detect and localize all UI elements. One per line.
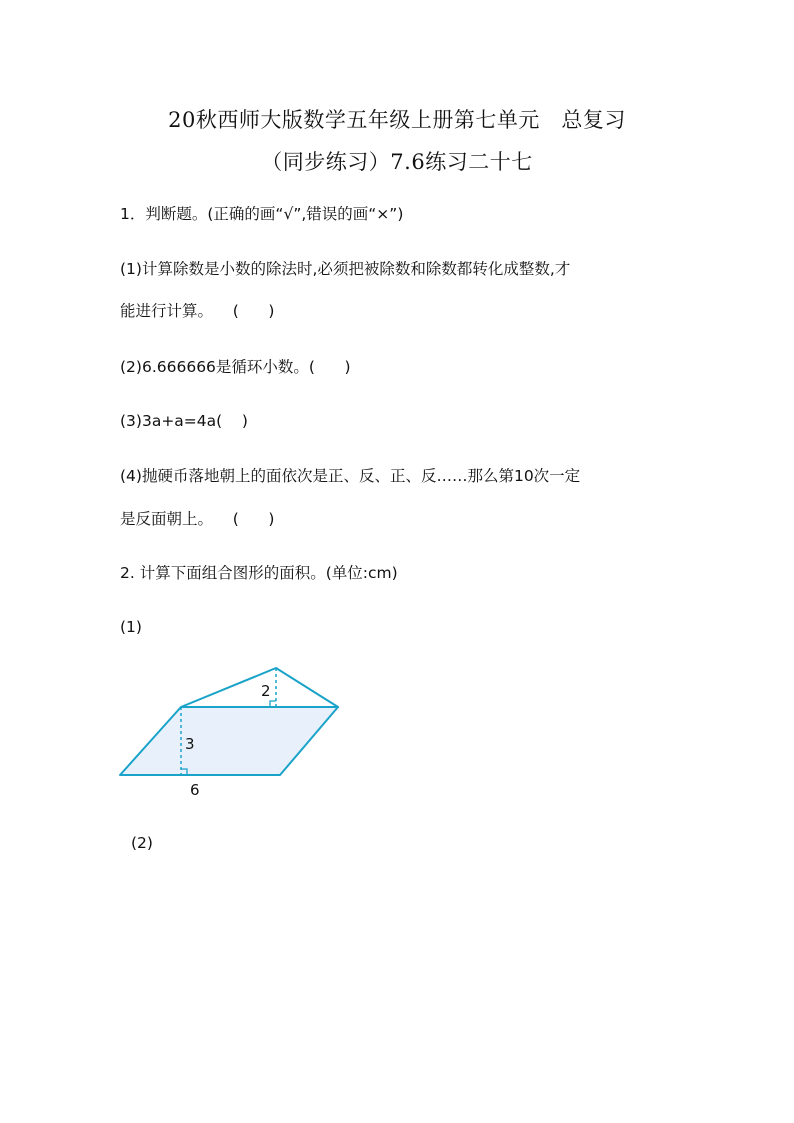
composite-shape-figure: [110, 655, 350, 805]
question-1-item-1-line-1: (1)计算除数是小数的除法时,必须把被除数和除数都转化成整数,才: [120, 260, 571, 278]
question-2-part-2-label: (2): [131, 834, 153, 852]
question-2-heading: 2. 计算下面组合图形的面积。(单位:cm): [120, 564, 398, 582]
triangle-height-label: 2: [261, 682, 271, 700]
page-title-line-2: （同步练习）7.6练习二十七: [261, 150, 533, 174]
question-2-part-1-label: (1): [120, 618, 142, 636]
parallelogram-height-label: 3: [185, 735, 195, 753]
parallelogram-shape: [120, 707, 338, 775]
question-1-item-3: (3)3a+a=4a( ): [120, 412, 248, 430]
question-1-item-4-line-1: (4)抛硬币落地朝上的面依次是正、反、正、反……那么第10次一定: [120, 467, 581, 485]
question-1-item-2: (2)6.666666是循环小数。( ): [120, 358, 351, 376]
question-1-heading: 1．判断题。(正确的画“√”,错误的画“×”): [120, 205, 404, 223]
triangle-shape: [181, 668, 338, 707]
question-1-item-1-line-2: 能进行计算。 ( ): [120, 302, 275, 320]
page-title-line-1: 20秋西师大版数学五年级上册第七单元 总复习: [168, 108, 626, 132]
base-label: 6: [190, 781, 200, 799]
question-1-item-4-line-2: 是反面朝上。 ( ): [120, 510, 275, 528]
